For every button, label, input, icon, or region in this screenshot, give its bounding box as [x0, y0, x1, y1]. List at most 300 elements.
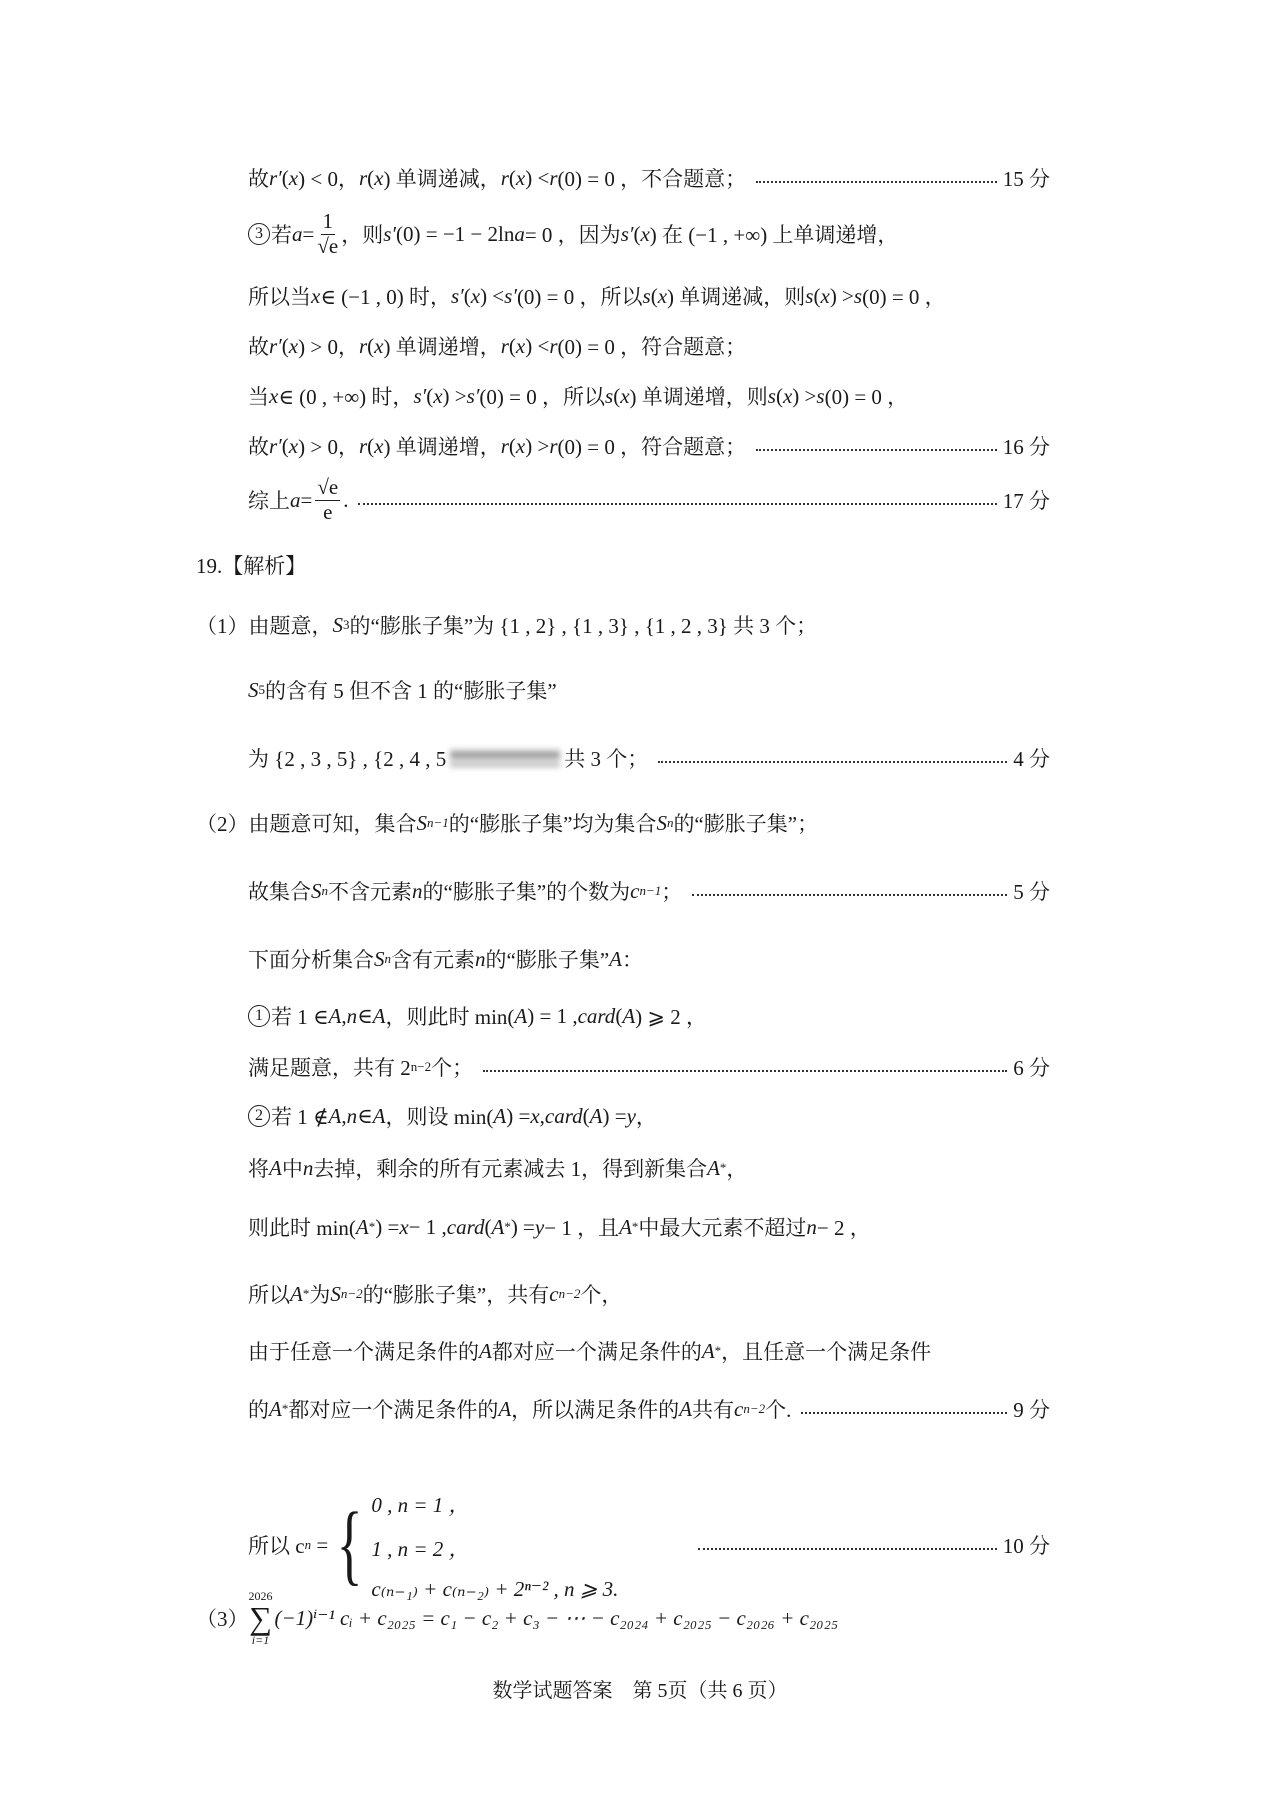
text-line [248, 871, 1050, 911]
math-symbol: s′ [413, 383, 427, 408]
text: . [343, 487, 349, 512]
text: ( [281, 333, 289, 358]
circled-number: 2 [248, 1105, 270, 1127]
math-symbol: S [311, 878, 322, 903]
math-symbol: A [589, 1103, 603, 1128]
superscript: * [714, 1343, 722, 1358]
text: ) > [792, 383, 817, 408]
math-symbol: x [515, 333, 526, 358]
superscript: n−2 [410, 1059, 432, 1074]
math-symbol: A [491, 1214, 505, 1239]
math-symbol: n [346, 1003, 358, 1028]
math-symbol: x [515, 433, 526, 458]
math-symbol: S [332, 612, 343, 637]
dotted-leader [756, 181, 997, 183]
math-symbol: s [805, 283, 814, 308]
line-content [248, 431, 746, 461]
math-symbol: x [782, 383, 793, 408]
math-symbol: S [374, 946, 385, 971]
math-symbol: A [514, 1003, 528, 1028]
score-label: 4 分 [1013, 747, 1050, 771]
text: ) < [525, 333, 550, 358]
circled-number: 1 [248, 1005, 270, 1027]
math-symbol: r [549, 165, 558, 190]
text: ) = [506, 1103, 531, 1128]
text: 所以当 [248, 285, 311, 309]
math-symbol: x [269, 383, 279, 408]
math-symbol: A [679, 1396, 692, 1421]
dotted-leader [692, 894, 1007, 896]
text: 满足题意，共有 2 [248, 1056, 411, 1080]
score-label: 9 分 [1013, 1398, 1050, 1422]
math-symbol: A [372, 1003, 386, 1028]
math-symbol: y [534, 1214, 545, 1239]
fraction [315, 476, 340, 523]
text: − 2 ， [816, 1216, 871, 1240]
math-symbol: r [549, 333, 558, 358]
blurred-region [450, 749, 560, 767]
math-symbol: r [358, 165, 368, 190]
math-symbol: a [514, 221, 525, 246]
page-footer: 数学试题答案 第 5页（共 6 页） [492, 1680, 788, 1702]
text: ) = [602, 1103, 627, 1128]
math-symbol: x [288, 433, 299, 458]
math-symbol: x [311, 283, 321, 308]
math-symbol: A [493, 1103, 507, 1128]
text: 共 3 个； [564, 747, 649, 771]
math-symbol: A [609, 946, 622, 971]
text-line [248, 738, 1050, 778]
text: ∈ [357, 1103, 373, 1128]
math-symbol: s′ [504, 283, 517, 308]
line-content [248, 210, 898, 257]
text: ∈ (0 , +∞) 时， [278, 385, 414, 409]
math-symbol: s′ [450, 283, 464, 308]
text: 为 {2 , 3 , 5} , {2 , 4 , 5 [248, 747, 447, 771]
text-line [248, 426, 1050, 466]
line-content [248, 476, 348, 523]
math-symbol: A [701, 1338, 715, 1363]
text: 共有 [691, 1398, 734, 1422]
text: ( [508, 333, 516, 358]
text: 的“膨胀子集”； [673, 812, 819, 836]
math-symbol: n [475, 946, 486, 971]
text: (0) = −1 − 2ln [395, 221, 515, 246]
text: (0) = 0 ，所以 [516, 285, 643, 309]
text-line [248, 1047, 1050, 1087]
text: 的“膨胀子集” [485, 948, 610, 972]
math-symbol: x [288, 333, 299, 358]
cases-prefix: 所以 c [248, 1534, 305, 1558]
summation [249, 1590, 273, 1646]
text: ( [775, 383, 783, 408]
math-symbol: A [328, 1003, 342, 1028]
text-line [248, 1207, 1050, 1247]
line-content [248, 1052, 473, 1082]
text-line [248, 1096, 1050, 1136]
circled-number: 3 [248, 223, 270, 245]
cases-prefix-sub: n [304, 1537, 312, 1552]
dotted-leader [658, 761, 1007, 763]
subscript: 3 [343, 617, 350, 632]
text: ( [508, 433, 516, 458]
recurrence-formula-line: 所以 c n = { 0 , n = 1 ， 1 , n = 2 ， c₍ₙ₋₁₎ + c₍ₙ₋₂₎ + 2ⁿ⁻² , n ⩾ 3. 10 分 [248, 1490, 1050, 1600]
text-line [248, 209, 1050, 258]
score-label: 10 分 [1002, 1534, 1050, 1558]
text: 若 1 ∈ [271, 1005, 329, 1029]
denominator: √e [317, 233, 339, 258]
line-content [248, 876, 682, 906]
line-content [248, 944, 643, 974]
text: = 0 ，因为 [524, 223, 621, 247]
sum-line [196, 1588, 1050, 1648]
superscript: * [504, 1219, 511, 1234]
math-symbol: s [642, 283, 651, 308]
line-content [196, 808, 818, 838]
math-symbol: n [346, 1103, 358, 1128]
text: 都对应一个满足条件的 [288, 1398, 499, 1422]
text: (0) = 0 ，符合题意； [557, 435, 747, 459]
text: ， [635, 1105, 657, 1129]
text: 若 1 ∉ [271, 1105, 329, 1129]
sum-expression: (−1)ⁱ⁻¹ cᵢ + c₂₀₂₅ = c₁ − c₂ + c₃ − ⋯ − c₂₀₂₄ + c₂₀₂₅ − c₂₀₂₆ + c₂₀₂₅ [274, 1605, 839, 1630]
text: = [300, 487, 313, 512]
text: ) 单调递增， [383, 435, 501, 459]
math-symbol: a [290, 487, 301, 512]
math-symbol: r [500, 165, 509, 190]
math-symbol: A [269, 1396, 282, 1421]
score-label: 6 分 [1013, 1056, 1050, 1080]
text: ( [281, 433, 289, 458]
text: 故 [248, 167, 269, 191]
math-symbol: n [806, 1214, 817, 1239]
math-symbol: card [577, 1003, 616, 1028]
math-symbol: s′ [620, 221, 634, 246]
text: (0) = 0 ， [862, 285, 946, 309]
text: ( [633, 221, 641, 246]
text: ) ⩾ 2 ， [635, 1005, 707, 1029]
line-content [248, 163, 746, 193]
text: 若 [271, 223, 292, 247]
math-symbol: n [302, 1155, 314, 1180]
text: 的“膨胀子集”均为集合 [448, 812, 657, 836]
math-symbol: r′ [269, 433, 282, 458]
line-content [248, 743, 648, 773]
dotted-leader [483, 1070, 1007, 1072]
text: , [539, 1103, 545, 1128]
text: ∈ (−1 , 0) 时， [320, 285, 451, 309]
superscript: * [719, 1160, 727, 1175]
math-symbol: x [820, 283, 830, 308]
line-content [248, 331, 746, 361]
score-label: 16 分 [1002, 435, 1050, 459]
math-symbol: A [498, 1396, 512, 1421]
text: (0) = 0 ， [824, 385, 909, 409]
math-symbol: x [399, 1214, 409, 1239]
text-line [248, 939, 1050, 979]
subscript: n−2 [558, 1286, 581, 1301]
text: 个， [580, 1283, 623, 1307]
line-content [248, 1001, 707, 1031]
text: , [341, 1103, 347, 1128]
text: ，则此时 min( [385, 1005, 515, 1029]
text: ( [813, 283, 821, 308]
text: ) 单调递增， [383, 335, 501, 359]
text: ( [582, 1103, 590, 1128]
text: ) < 0， [298, 167, 359, 191]
text-line [196, 605, 1050, 645]
math-symbol: r [500, 433, 509, 458]
text: 个. [765, 1398, 792, 1422]
text: ( [615, 1003, 623, 1028]
text-line [248, 1148, 1050, 1188]
dotted-leader [756, 449, 997, 451]
math-symbol: A [290, 1281, 303, 1306]
subscript: n−2 [340, 1286, 363, 1301]
superscript: * [281, 1401, 289, 1416]
text-line [248, 326, 1050, 366]
text: 故集合 [248, 880, 311, 904]
text: ( [281, 165, 289, 190]
numerator: √e [317, 475, 339, 500]
math-symbol: x [374, 165, 384, 190]
text-line [248, 475, 1050, 524]
superscript: * [631, 1219, 639, 1234]
case-row: 0 , n = 1 ， [371, 1492, 470, 1517]
text: ) 单调递增，则 [629, 385, 768, 409]
text: (0) = 0 ，符合题意； [557, 335, 747, 359]
text: 中最大元素不超过 [638, 1216, 807, 1240]
line-content [248, 1394, 791, 1424]
math-symbol: s′ [466, 383, 480, 408]
text: 将 [248, 1157, 269, 1181]
line-content [196, 550, 306, 580]
text: 为 [309, 1283, 331, 1307]
text: 的“膨胀子集”的个数为 [422, 880, 631, 904]
text-line [248, 1274, 1050, 1314]
text: ( [508, 165, 516, 190]
math-symbol: c [549, 1281, 559, 1306]
math-symbol: A [269, 1155, 282, 1180]
text: − 1 ，且 [544, 1216, 620, 1240]
text: ) < [525, 165, 550, 190]
text: ， [726, 1157, 748, 1181]
line-content [248, 281, 946, 311]
text: 由于任意一个满足条件的 [248, 1340, 479, 1364]
math-symbol: r′ [269, 333, 282, 358]
text: ，且任意一个满足条件 [721, 1340, 932, 1364]
sigma-icon: ∑ [249, 1600, 272, 1636]
text: ) > 0， [298, 335, 359, 359]
math-symbol: s [605, 383, 614, 408]
text: 的 [248, 1398, 269, 1422]
math-symbol: r′ [269, 165, 282, 190]
text-line [248, 158, 1050, 198]
text: ) > 0， [298, 435, 359, 459]
subscript: n [666, 815, 674, 830]
math-symbol: x [640, 221, 650, 246]
sum-upper: 2026 [248, 1589, 273, 1603]
math-symbol: x [515, 165, 526, 190]
math-symbol: r [549, 433, 558, 458]
score-label: 17 分 [1002, 489, 1050, 513]
text: ( [367, 433, 375, 458]
text: ( [650, 283, 658, 308]
text: 含有元素 [391, 948, 475, 972]
superscript: * [368, 1219, 376, 1234]
text: 的含有 5 但不含 1 的“膨胀子集” [265, 679, 557, 703]
text: ) 单调递减，则 [667, 285, 806, 309]
subscript: n [384, 951, 391, 966]
denominator: e [323, 499, 333, 524]
text: 不含元素 [328, 880, 412, 904]
text: ) > [442, 383, 467, 408]
math-symbol: A [328, 1103, 342, 1128]
math-symbol: s [767, 383, 776, 408]
math-symbol: s′ [383, 221, 396, 246]
text: ，则设 min( [385, 1105, 494, 1129]
text: (0) = 0 ，不合题意； [557, 167, 747, 191]
math-symbol: x [374, 333, 384, 358]
text: ，则 [341, 223, 384, 247]
text: （1）由题意， [196, 614, 333, 638]
math-symbol: a [292, 221, 303, 246]
math-symbol: A [372, 1103, 386, 1128]
math-symbol: s [853, 283, 863, 308]
text: ) = 1 , [527, 1003, 578, 1028]
math-symbol: A [707, 1155, 720, 1180]
line-content [248, 1336, 931, 1366]
math-symbol: x [530, 1103, 540, 1128]
math-symbol: s [816, 383, 825, 408]
subscript: n [321, 883, 328, 898]
superscript: * [302, 1286, 310, 1301]
text: (0) = 0 ，所以 [479, 385, 606, 409]
text: 个； [431, 1056, 474, 1080]
text: 故 [248, 335, 269, 359]
left-brace: { [336, 1495, 363, 1594]
text: ) < [480, 283, 505, 308]
math-symbol: x [470, 283, 481, 308]
text: 19.【解析】 [196, 554, 307, 578]
text: （2）由题意可知，集合 [196, 812, 417, 836]
text: 下面分析集合 [248, 948, 374, 972]
text: , [341, 1003, 347, 1028]
dotted-leader [801, 1412, 1007, 1414]
piecewise-cases [328, 1489, 618, 1602]
line-content [196, 610, 817, 640]
text: 中 [281, 1157, 303, 1181]
line-content [248, 1153, 747, 1183]
text: ： [621, 948, 643, 972]
text: 的“膨胀子集”，共有 [362, 1283, 550, 1307]
case-row: c₍ₙ₋₁₎ + c₍ₙ₋₂₎ + 2ⁿ⁻² , n ⩾ 3. [371, 1576, 619, 1601]
text: ∈ [357, 1003, 373, 1028]
dotted-leader [358, 503, 996, 505]
math-symbol: card [544, 1103, 583, 1128]
math-symbol: x [433, 383, 443, 408]
text: ) = [510, 1214, 535, 1239]
text-line [196, 545, 1050, 585]
subscript: n−1 [427, 815, 449, 830]
text-line [248, 996, 1050, 1036]
math-symbol: r [500, 333, 509, 358]
text: ) > [829, 283, 854, 308]
text: ( [367, 333, 375, 358]
text: 当 [248, 385, 269, 409]
fraction [317, 210, 338, 257]
text: ) > [525, 433, 550, 458]
numerator: 1 [322, 209, 334, 234]
text: ( [484, 1214, 492, 1239]
text: 所以 [248, 1283, 290, 1307]
text: ( [613, 383, 621, 408]
math-symbol: r [358, 433, 368, 458]
math-symbol: x [288, 165, 299, 190]
case-row: 1 , n = 2 ， [371, 1536, 470, 1561]
text: ； [661, 880, 683, 904]
text: 去掉，剩余的所有元素减去 1，得到新集合 [313, 1157, 708, 1181]
math-symbol: y [626, 1103, 636, 1128]
text: ( [426, 383, 434, 408]
score-label: 15 分 [1002, 167, 1050, 191]
subscript: 5 [258, 682, 265, 697]
math-symbol: c [733, 1396, 744, 1421]
text: 的“膨胀子集”为 {1 , 2} , {1 , 3} , {1 , 2 , 3} 共 3 个； [349, 614, 818, 638]
math-symbol: S [656, 810, 667, 835]
dotted-leader [698, 1548, 996, 1550]
text: ) 单调递减， [383, 167, 501, 191]
math-symbol: A [619, 1214, 632, 1239]
text: = [302, 221, 315, 246]
text-line [248, 670, 1050, 710]
text: 综上 [248, 489, 290, 513]
text-line [196, 803, 1050, 843]
math-symbol: S [416, 810, 427, 835]
math-symbol: A [479, 1338, 492, 1363]
text-line [248, 1389, 1050, 1429]
math-symbol: x [657, 283, 668, 308]
text: ，所以满足条件的 [511, 1398, 680, 1422]
math-symbol: c [630, 878, 640, 903]
text: ( [463, 283, 471, 308]
math-symbol: A [355, 1214, 369, 1239]
math-symbol: n [412, 878, 423, 903]
part-label: （3） [196, 1607, 249, 1631]
line-content [248, 1212, 871, 1242]
line-content [248, 381, 908, 411]
line-content [248, 1279, 622, 1309]
text: 故 [248, 435, 269, 459]
sum-lower: i=1 [251, 1633, 270, 1647]
text: − 1 , [408, 1214, 447, 1239]
text: 都对应一个满足条件的 [491, 1340, 702, 1364]
text-line [248, 276, 1050, 316]
math-symbol: x [374, 433, 384, 458]
text: 则此时 min( [248, 1216, 356, 1240]
line-content [248, 675, 557, 705]
text-line [248, 1331, 1050, 1371]
math-symbol: S [248, 677, 259, 702]
math-symbol: A [622, 1003, 636, 1028]
score-label: 5 分 [1013, 880, 1050, 904]
text: ( [367, 165, 375, 190]
math-symbol: x [620, 383, 630, 408]
text: ) = [375, 1214, 400, 1239]
text: ) 在 (−1 , +∞) 上单调递增， [649, 223, 899, 247]
math-symbol: r [358, 333, 368, 358]
line-content [248, 1101, 657, 1131]
